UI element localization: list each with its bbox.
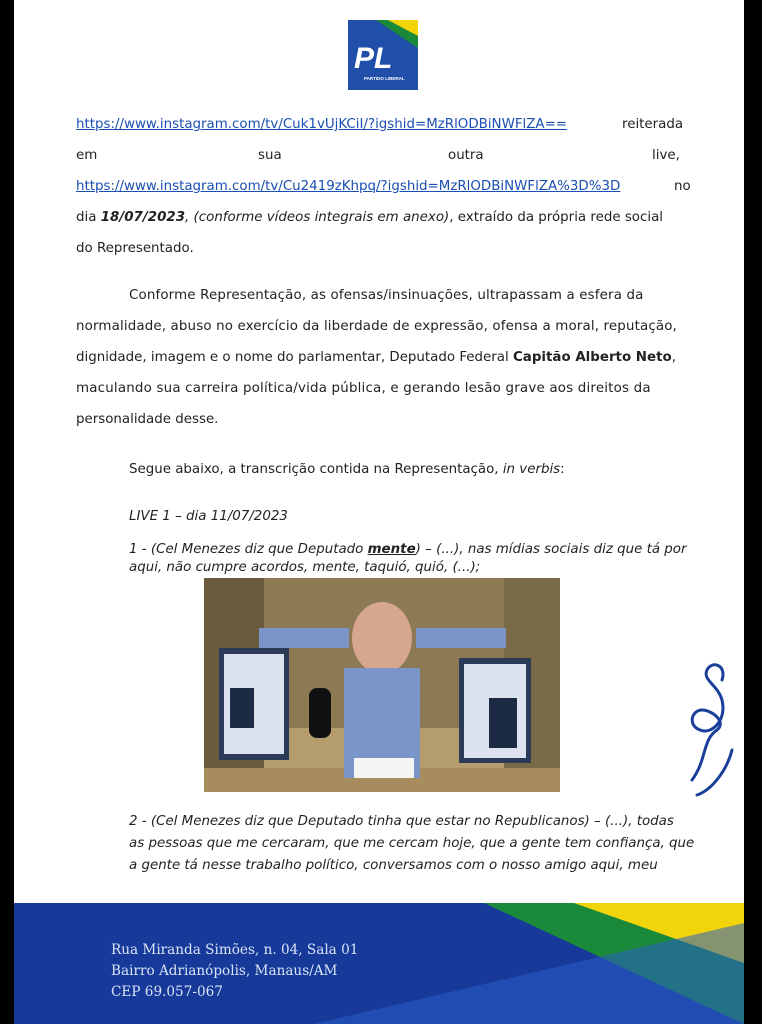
svg-text:PARTIDO LIBERAL: PARTIDO LIBERAL xyxy=(364,76,405,81)
footer-band xyxy=(14,903,744,1024)
text-word: live, xyxy=(652,148,680,163)
text-span: 1 - (Cel Menezes diz que Deputado xyxy=(129,542,364,557)
svg-text:PL: PL xyxy=(354,42,393,75)
paragraph-line xyxy=(76,348,676,368)
quote-1-line: aqui, não cumpre acordos, mente, taquió, quió, (...); xyxy=(129,560,481,575)
paragraph-line: maculando sua carreira política/vida pública, e gerando lesão grave aos direitos da xyxy=(76,381,651,396)
pl-party-logo xyxy=(348,20,418,90)
paragraph-line: personalidade desse. xyxy=(76,412,219,427)
paragraph-line xyxy=(129,460,565,480)
text-span: dignidade, imagem e o nome do parlamentar, Deputado Federal xyxy=(76,350,509,365)
text-span: : xyxy=(560,462,565,477)
date-highlight: 18/07/2023 xyxy=(100,210,186,225)
text-span: Segue abaixo, a transcrição contida na Representação, xyxy=(129,462,499,477)
instagram-link-2[interactable]: https://www.instagram.com/tv/Cu2419zKhpq/?igshid=MzRlODBiNWFlZA%3D%3D xyxy=(76,179,621,194)
handwritten-signature xyxy=(672,650,742,800)
footer-cep: CEP 69.057-067 xyxy=(111,984,223,1000)
text-word: em xyxy=(76,148,98,163)
text-in-verbis: in verbis xyxy=(502,462,561,477)
text-representado: do Representado. xyxy=(76,241,194,256)
footer-address-2: Bairro Adrianópolis, Manaus/AM xyxy=(111,963,338,979)
live-video-screenshot xyxy=(204,578,560,792)
quote-2-line: a gente tá nesse trabalho político, conversamos com o nosso amigo aqui, meu xyxy=(129,858,658,873)
paragraph-line: Conforme Representação, as ofensas/insinuações, ultrapassam a esfera da xyxy=(129,288,644,303)
paragraph-line: normalidade, abuso no exercício da liberdade de expressão, ofensa a moral, reputação, xyxy=(76,319,677,334)
text-span: ) – (...), nas mídias sociais diz que tá por xyxy=(415,542,687,557)
quote-2-line: as pessoas que me cercaram, que me cercam hoje, que a gente tem confiança, que xyxy=(129,836,695,851)
text-dia: dia xyxy=(76,210,97,225)
text-reiterada: reiterada xyxy=(622,117,684,132)
text-extracted: , extraído da própria rede social xyxy=(449,210,663,225)
text-no: no xyxy=(674,179,691,194)
footer-address-1: Rua Miranda Simões, n. 04, Sala 01 xyxy=(111,942,359,958)
quote-1-line xyxy=(129,540,687,560)
text-annex-note: , (conforme vídeos integrais em anexo) xyxy=(185,210,450,225)
instagram-link-1[interactable]: https://www.instagram.com/tv/Cuk1vUjKCiI/?igshid=MzRlODBiNWFlZA== xyxy=(76,117,568,132)
text-span: , xyxy=(671,350,676,365)
document-page xyxy=(14,0,744,1024)
live-title: LIVE 1 – dia 11/07/2023 xyxy=(129,509,288,524)
quote-2-line: 2 - (Cel Menezes diz que Deputado tinha que estar no Republicanos) – (...), todas xyxy=(129,814,674,829)
text-mente: mente xyxy=(367,542,416,557)
text-word: sua xyxy=(258,148,282,163)
text-word: outra xyxy=(448,148,484,163)
deputy-name: Capitão Alberto Neto xyxy=(512,350,672,365)
text-line-date xyxy=(76,208,663,228)
